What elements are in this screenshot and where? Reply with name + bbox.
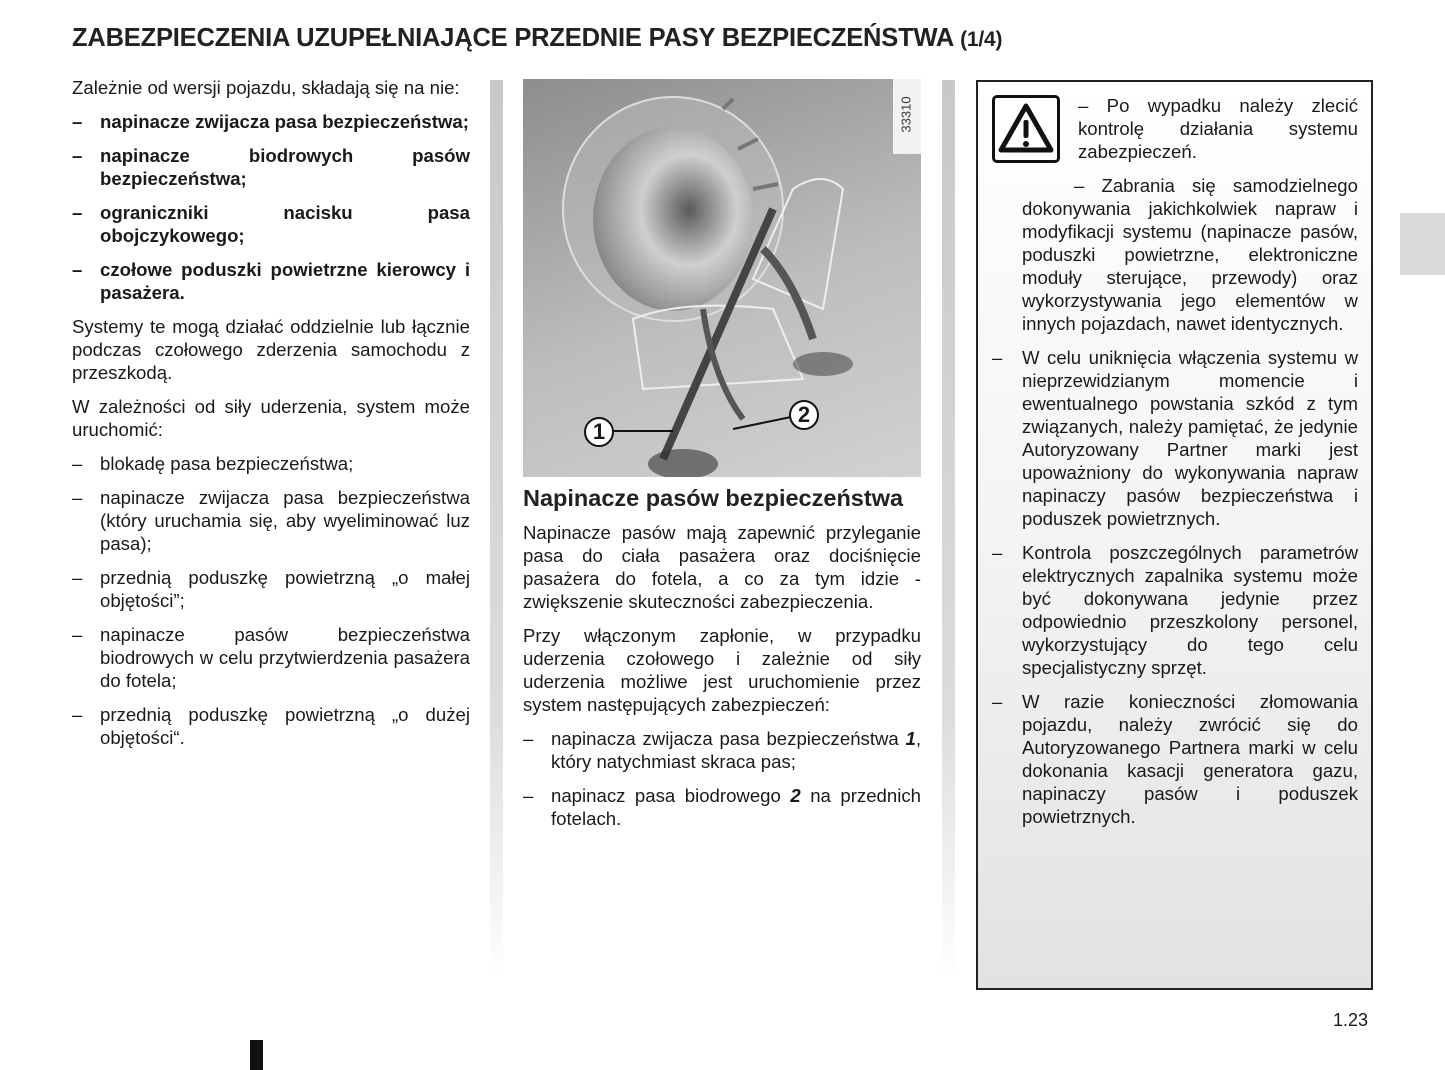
list-item: [523, 784, 921, 830]
dash: –: [72, 145, 83, 166]
warning-item: [992, 690, 1358, 828]
item-text-part: napinacza zwijacza pasa bezpieczeństwa: [551, 728, 906, 749]
paragraph: Napinacze pasów mają zapewnić przyleganie pasa do ciała pasażera oraz dociśnięcie pasażera do fotela, a co za tym idzie - zwiększenie skuteczności zabezpieczenia.: [523, 522, 921, 612]
figure-code-label: [893, 79, 921, 154]
paragraph: W zależności od siły uderzenia, system może uruchomić:: [72, 396, 470, 440]
list-item: [72, 201, 470, 247]
section-heading: Napinacze pasów bezpieczeństwa: [523, 485, 904, 511]
warning-item: [992, 346, 1358, 530]
item-text: ograniczniki nacisku pasa obojczykowego;: [100, 202, 470, 246]
item-text-part: na przednich fotelach.: [551, 785, 921, 829]
item-text: [551, 727, 921, 773]
left-column: [72, 76, 470, 760]
print-mark: [250, 1040, 263, 1070]
list-item: [72, 110, 470, 133]
paragraph: Systemy te mogą działać oddzielnie lub łącznie podczas czołowego zderzenia samochodu z przeszkodą.: [72, 316, 470, 383]
dash: –: [72, 453, 83, 474]
item-ref-number: 2: [790, 785, 801, 806]
list-item: [523, 727, 921, 773]
dash: –: [992, 691, 1003, 712]
item-text: przednią poduszkę powietrzną „o małej objętości”;: [100, 567, 470, 611]
item-text: napinacze zwijacza pasa bezpieczeństwa;: [100, 111, 469, 132]
dash: –: [992, 542, 1003, 563]
item-ref-number: 1: [905, 728, 916, 749]
item-text: W celu uniknięcia włączenia systemu w nieprzewidzianym momencie i ewentualnego powstania szkód z tym związanych, należy pamiętać, że jedynie Autoryzowany Partner marki jest upoważniony do wykonywania napraw napinaczy pasów bezpieczeństwa i poduszek powietrznych.: [1022, 347, 1358, 529]
list-item: [72, 452, 470, 475]
seatbelt-airbag-illustration: [523, 79, 921, 477]
list-item: [72, 486, 470, 555]
intro-text: Zależnie od wersji pojazdu, składają się na nie:: [72, 77, 460, 98]
paragraph: Przy włączonym zapłonie, w przypadku uderzenia czołowego i zależnie od siły uderzenia możliwe jest uruchomienie przez system następujących zabezpieczeń:: [523, 625, 921, 715]
warning-paragraph: – Zabrania się samodzielnego dokonywania jakichkolwiek napraw i modyfikacji systemu (napinacze pasów, poduszki powietrzne, elektroniczne moduły sterujące, przewody) oraz wykorzystywania jego elementów w innych pojazdach, nawet identycznych.: [1022, 175, 1358, 334]
warning-paragraph: – Po wypadku należy zlecić kontrolę działania systemu zabezpieczeń.: [1078, 95, 1358, 162]
item-text: napinacze biodrowych pasów bezpieczeństwa;: [100, 145, 470, 189]
page-number: 1.23: [1333, 1010, 1369, 1030]
dash: –: [992, 347, 1003, 368]
warning-box: [976, 80, 1373, 990]
callout-2: 2: [789, 400, 819, 430]
item-text: [551, 784, 921, 830]
dash: –: [523, 728, 534, 749]
seat-airbag-drawing: [523, 79, 921, 477]
list-item: [72, 566, 470, 612]
dash: –: [72, 624, 83, 645]
dash: –: [72, 567, 83, 588]
dash: –: [523, 785, 534, 806]
dash: –: [72, 202, 83, 223]
dash: –: [72, 487, 83, 508]
item-text: Kontrola poszczególnych parametrów elektrycznych zapalnika systemu może być dokonywana jedynie przez odpowiednio przeszkolony personel, wykorzystujący do tego celu specjalistyczny sprzęt.: [1022, 542, 1358, 678]
list-item: [72, 144, 470, 190]
warning-item: [992, 541, 1358, 679]
item-text-part: , który natychmiast skraca pas;: [551, 728, 921, 772]
title-text: ZABEZPIECZENIA UZUPEŁNIAJĄCE PRZEDNIE PASY BEZPIECZEŃSTWA: [72, 24, 954, 52]
item-text-part: napinacz pasa biodrowego: [551, 785, 791, 806]
page-title: [72, 24, 1002, 53]
callout-1: 1: [584, 417, 614, 447]
figure-code: 33310: [898, 96, 914, 133]
list-item: [72, 258, 470, 304]
item-text: napinacze pasów bezpieczeństwa biodrowych w celu przytwierdzenia pasażera do fotela;: [100, 624, 470, 691]
column-divider: [490, 80, 503, 980]
title-suffix: (1/4): [960, 28, 1003, 51]
item-text: W razie konieczności złomowania pojazdu, należy zwrócić się do Autoryzowanego Partnera marki w celu dokonania kasacji generatora gazu, napinaczy pasów i poduszek powietrznych.: [1022, 691, 1358, 827]
chapter-tab: [1400, 213, 1445, 275]
list-item: [72, 623, 470, 692]
list-item: [72, 703, 470, 749]
item-text: przednią poduszkę powietrzną „o dużej objętości“.: [100, 704, 470, 748]
item-text: blokadę pasa bezpieczeństwa;: [100, 453, 354, 474]
warning-triangle-icon: [992, 95, 1060, 163]
middle-column: [523, 484, 921, 841]
dash: –: [72, 259, 83, 280]
column-divider: [942, 80, 955, 980]
item-text: napinacze zwijacza pasa bezpieczeństwa (który uruchamia się, aby wyeliminować luz pasa);: [100, 487, 470, 554]
dash: –: [72, 704, 83, 725]
dash: –: [72, 111, 83, 132]
item-text: czołowe poduszki powietrzne kierowcy i pasażera.: [100, 259, 470, 303]
